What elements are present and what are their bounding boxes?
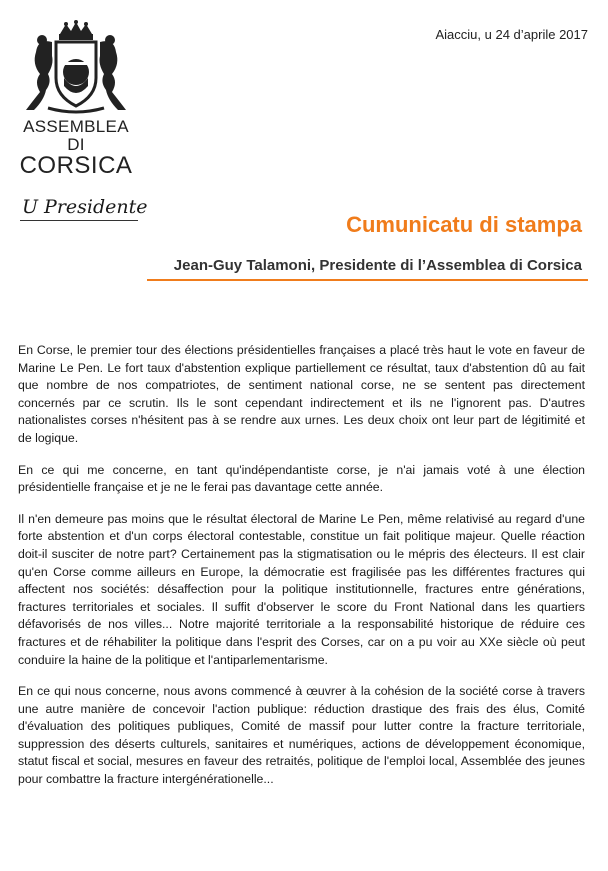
logo-text-line2: CORSICA <box>19 152 133 179</box>
page-subtitle: Jean-Guy Talamoni, Presidente di l’Assemblea di Corsica <box>173 257 582 274</box>
paragraph: Il n'en demeure pas moins que le résultat électoral de Marine Le Pen, même relativisé au regard d'une forte abstention et d'un corps électoral contestable, constitue un fait politique majeur. Quelle réaction doit-il susciter de notre part? Certainement pas la stigmatisation ou le mépris des électeurs. Il est clair qu'en Corse comme ailleurs en Europe, la démocratie est fragilisée pas les différentes fractures qui affectent nos sociétés: désaffection pour la politique institutionnelle, fractures entre générations, fractures territoriales et sociales. Il suffit d'observer le score du Front National dans les quartiers défavorisés de nos villes... Notre majorité territoriale a la responsabilité historique de réduire ces fractures et de réhabiliter la politique dans l'esprit des Corses, car on a pu voir au XXe siècle où peut conduire la haine de la politique et l'antiparlementarisme. <box>18 511 585 667</box>
signature-underline <box>20 220 138 221</box>
president-signature: U Presidente <box>22 196 148 218</box>
paragraph: En ce qui nous concerne, nous avons commencé à œuvrer à la cohésion de la société corse à travers une autre manière de concevoir l'action publique: réduction drastique des frais des élus, Comité d'évaluation des politiques publiques, Comité de massif pour lutter contre la fracture territoriale, suppression des déserts culturels, sanitaires et numériques, actions de développement économique, statut fiscal et social, mesures en faveur des retraités, politique de l'emploi local, Assemblée des jeunes pour combattre la fracture intergénérationelle... <box>18 684 585 787</box>
page-title: Cumunicatu di stampa <box>346 212 582 237</box>
document-date: Aiacciu, u 24 d’aprile 2017 <box>435 27 588 42</box>
paragraph: En Corse, le premier tour des élections présidentielles françaises a placé très haut le vote en faveur de Marine Le Pen. Le fort taux d'abstention explique partiellement ce résultat, taux d'abstention dû au fait que nombre de nos compatriotes, de sentiment national corse, ne se sentent pas directement concernés par ce scrutin. Ils le sont cependant indirectement et ils ne l'ignorent pas. D'autres nationalistes corses n'hésitent pas à se rendre aux urnes. Les deux choix ont leur part de légitimité et de logique. <box>18 343 585 445</box>
logo-text-line1: ASSEMBLEA DI <box>23 117 129 154</box>
press-release-body <box>18 342 585 803</box>
title-divider <box>147 279 588 281</box>
paragraph: En ce qui me concerne, en tant qu'indépendantiste corse, je n'ai jamais voté à une élection présidentielle française et je ne le ferai pas davantage cette année. <box>18 462 585 495</box>
coat-of-arms-icon <box>18 20 134 116</box>
assembly-logo <box>14 20 138 178</box>
